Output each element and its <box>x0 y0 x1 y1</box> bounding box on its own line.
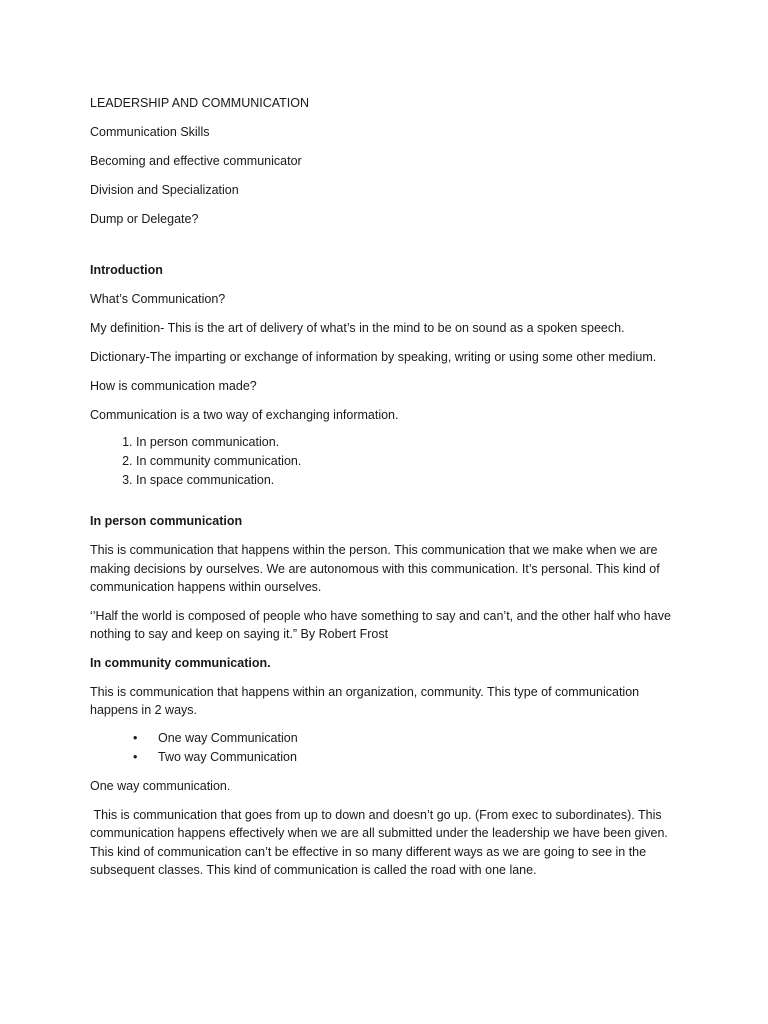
introduction-heading: Introduction <box>90 263 163 277</box>
bullet-icon: • <box>133 749 138 764</box>
bullet-icon: • <box>133 730 138 745</box>
one-way-body: This is communication that goes from up to down and doesn’t go up. (From exec to subordinates). This communication happens effectively when we are all submitted under the leadership we have been given. This kind of communication can’t be effective in so many different ways as we are going to see in the subsequent classes. This kind of communication is called the road with one lane. <box>90 807 672 877</box>
document-title: LEADERSHIP AND COMMUNICATION <box>90 96 310 110</box>
robert-frost-quote: ‘’Half the world is composed of people who have something to say and can’t, and the other half who have nothing to say and keep on saying it.” By Robert Frost <box>90 608 671 641</box>
list-item-text: In space communication. <box>136 473 275 487</box>
list-item <box>133 729 680 748</box>
spacer <box>90 490 680 512</box>
outline-item: Communication Skills <box>90 125 210 139</box>
how-question: How is communication made? <box>90 379 257 393</box>
list-item <box>133 748 680 767</box>
outline-item: Division and Specialization <box>90 183 239 197</box>
list-item-text: In community communication. <box>136 454 302 468</box>
outline-item: Dump or Delegate? <box>90 212 199 226</box>
document-body <box>90 94 680 890</box>
in-person-body: This is communication that happens within the person. This communication that we make when we are making decisions by ourselves. We are autonomous with this communication. It’s personal. This kind of communication happens within ourselves. <box>90 543 660 594</box>
in-community-heading: In community communication. <box>90 655 271 670</box>
list-item-text: In person communication. <box>136 435 280 449</box>
communication-ways-list <box>90 729 680 767</box>
in-community-body: This is communication that happens within an organization, community. This type of communication happens in 2 ways. <box>90 684 640 717</box>
dictionary-definition: Dictionary-The imparting or exchange of information by speaking, writing or using some other medium. <box>90 350 657 364</box>
list-item-text: One way Communication <box>158 730 298 745</box>
in-person-heading: In person communication <box>90 514 243 528</box>
outline-item: Becoming and effective communicator <box>90 154 302 168</box>
two-way-statement: Communication is a two way of exchanging information. <box>90 408 399 422</box>
one-way-heading: One way communication. <box>90 778 231 793</box>
list-item <box>136 452 680 471</box>
spacer <box>90 239 680 261</box>
my-definition: My definition- This is the art of delivery of what’s in the mind to be on sound as a spoken speech. <box>90 321 625 335</box>
list-item-text: Two way Communication <box>158 749 297 764</box>
communication-types-list <box>90 433 680 490</box>
list-item <box>136 433 680 452</box>
introduction-question: What’s Communication? <box>90 292 226 306</box>
list-item <box>136 471 680 490</box>
